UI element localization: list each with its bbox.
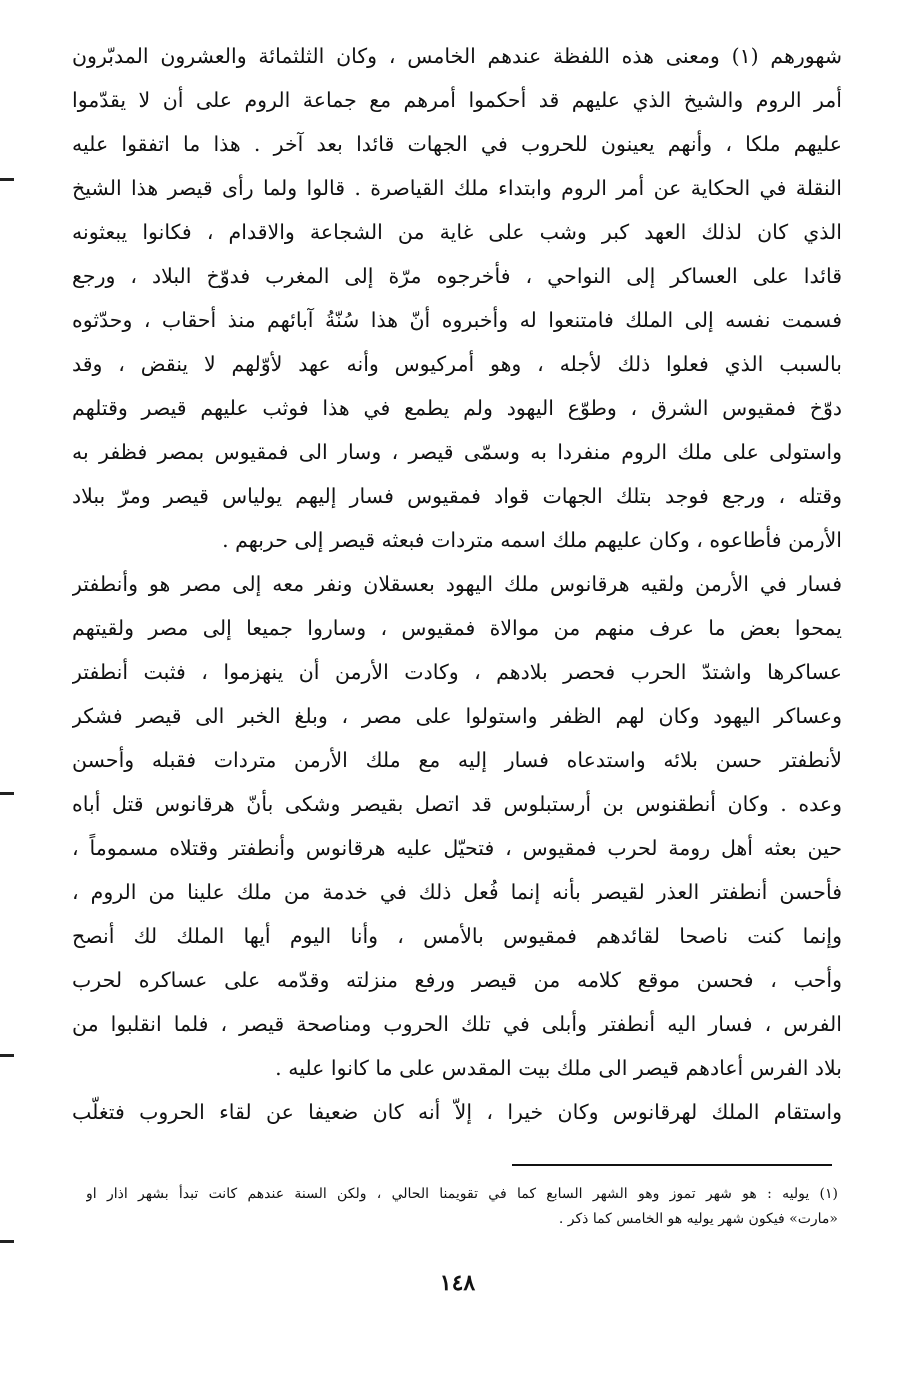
text-line: الأرمن فأطاعوه ، وكان عليهم ملك اسمه متردات فبعثه قيصر إلى حربهم . [222, 528, 842, 552]
text-line: وعساكر اليهود وكان لهم الظفر واستولوا على مصر ، وبلغ الخبر الى قيصر فشكر [72, 704, 842, 728]
page-number: ١٤٨ [439, 1270, 476, 1296]
page-body [72, 34, 842, 1134]
text-line: بالسبب الذي فعلوا ذلك لأجله ، وهو أمركيوس وأنه عهد لأوّلهم لا ينقض ، وقد [72, 352, 842, 376]
margin-mark [0, 1240, 14, 1243]
text-line: عليهم ملكا ، وأنهم يعينون للحروب في الجهات قائدا بعد آخر . هذا ما اتفقوا عليه [72, 132, 842, 156]
text-line: وإنما كنت ناصحا لقائدهم فمقيوس بالأمس ، وأنا اليوم أيها الملك لك أنصح [72, 924, 842, 948]
text-line: حين بعثه أهل رومة لحرب فمقيوس ، فتحيّل عليه هرقانوس وأنطفتر وقتلاه مسموماً ، [72, 836, 842, 860]
text-line: واستولى على ملك الروم منفردا به وسمّى قيصر ، وسار الى فمقيوس بمصر فظفر به [72, 440, 842, 464]
text-line: قائدا على العساكر إلى النواحي ، فأخرجوه مرّة إلى المغرب فدوّخ البلاد ، ورجع [72, 264, 842, 288]
text-line: الذي كان لذلك العهد كبر وشب على غاية من الشجاعة والاقدام ، فكانوا يبعثونه [72, 220, 842, 244]
text-line: النقلة في الحكاية عن أمر الروم وابتداء ملك القياصرة . قالوا ولما رأى قيصر هذا الشيخ [72, 176, 842, 200]
text-line: أمر الروم والشيخ الذي عليهم قد أحكموا أمرهم مع جماعة الروم على أن لا يقدّموا [72, 88, 842, 112]
text-line: واستقام الملك لهرقانوس وكان خيرا ، إلاّ أنه كان ضعيفا عن لقاء الحروب فتغلّب [72, 1100, 842, 1124]
text-line: الفرس ، فسار اليه أنطفتر وأبلى في تلك الحروب ومناصحة قيصر ، فلما انقلبوا من [72, 1012, 842, 1036]
footnote-line: (١) يوليه : هو شهر تموز وهو الشهر السابع كما في تقويمنا الحالي ، ولكن السنة عندهم كانت تبدأ بشهر اذار او [86, 1186, 838, 1202]
text-line: وقتله ، ورجع فوجد بتلك الجهات قواد فمقيوس فسار إليهم يولياس قيصر ومرّ ببلاد [72, 484, 842, 508]
text-line: فسمت نفسه إلى الملك فامتنعوا له وأخبروه أنّ هذا سُنّةُ آبائهم منذ أحقاب ، وحدّثوه [72, 308, 842, 332]
footnotes [86, 1182, 838, 1232]
margin-mark [0, 178, 14, 181]
text-line: شهورهم (١) ومعنى هذه اللفظة عندهم الخامس ، وكان الثلثمائة والعشرون المدبّرون [72, 44, 842, 68]
text-line: بلاد الفرس أعادهم قيصر الى ملك بيت المقدس على ما كانوا عليه . [275, 1056, 842, 1080]
text-line: عساكرها واشتدّ الحرب فحصر بلادهم ، وكادت الأرمن أن ينهزموا ، فثبت أنطفتر [72, 660, 842, 684]
footnote-line: «مارت» فيكون شهر يوليه هو الخامس كما ذكر . [558, 1211, 838, 1227]
footnote-divider [512, 1164, 832, 1166]
text-line: فأحسن أنطفتر العذر لقيصر بأنه إنما فُعل ذلك في خدمة من ملك علينا من الروم ، [72, 880, 842, 904]
margin-mark [0, 792, 14, 795]
margin-mark [0, 1054, 14, 1057]
text-line: لأنطفتر حسن بلائه واستدعاه فسار إليه مع ملك الأرمن متردات فقبله وأحسن [72, 748, 842, 772]
text-line: دوّخ فمقيوس الشرق ، وطوّع اليهود ولم يطمع في هذا فوثب عليهم قيصر وقتلهم [72, 396, 842, 420]
text-line: وعده . وكان أنطقنوس بن أرستبلوس قد اتصل بقيصر وشكى بأنّ هرقانوس قتل أباه [72, 792, 842, 816]
text-line: يمحوا بعض ما عرف منهم من موالاة فمقيوس ، وساروا جميعا إلى مصر ولقيتهم [72, 616, 842, 640]
text-line: وأحب ، فحسن موقع كلامه من قيصر ورفع منزلته وقدّمه على عساكره لحرب [72, 968, 842, 992]
text-line: فسار في الأرمن ولقيه هرقانوس ملك اليهود بعسقلان ونفر معه إلى مصر هو وأنطفتر [72, 572, 842, 596]
